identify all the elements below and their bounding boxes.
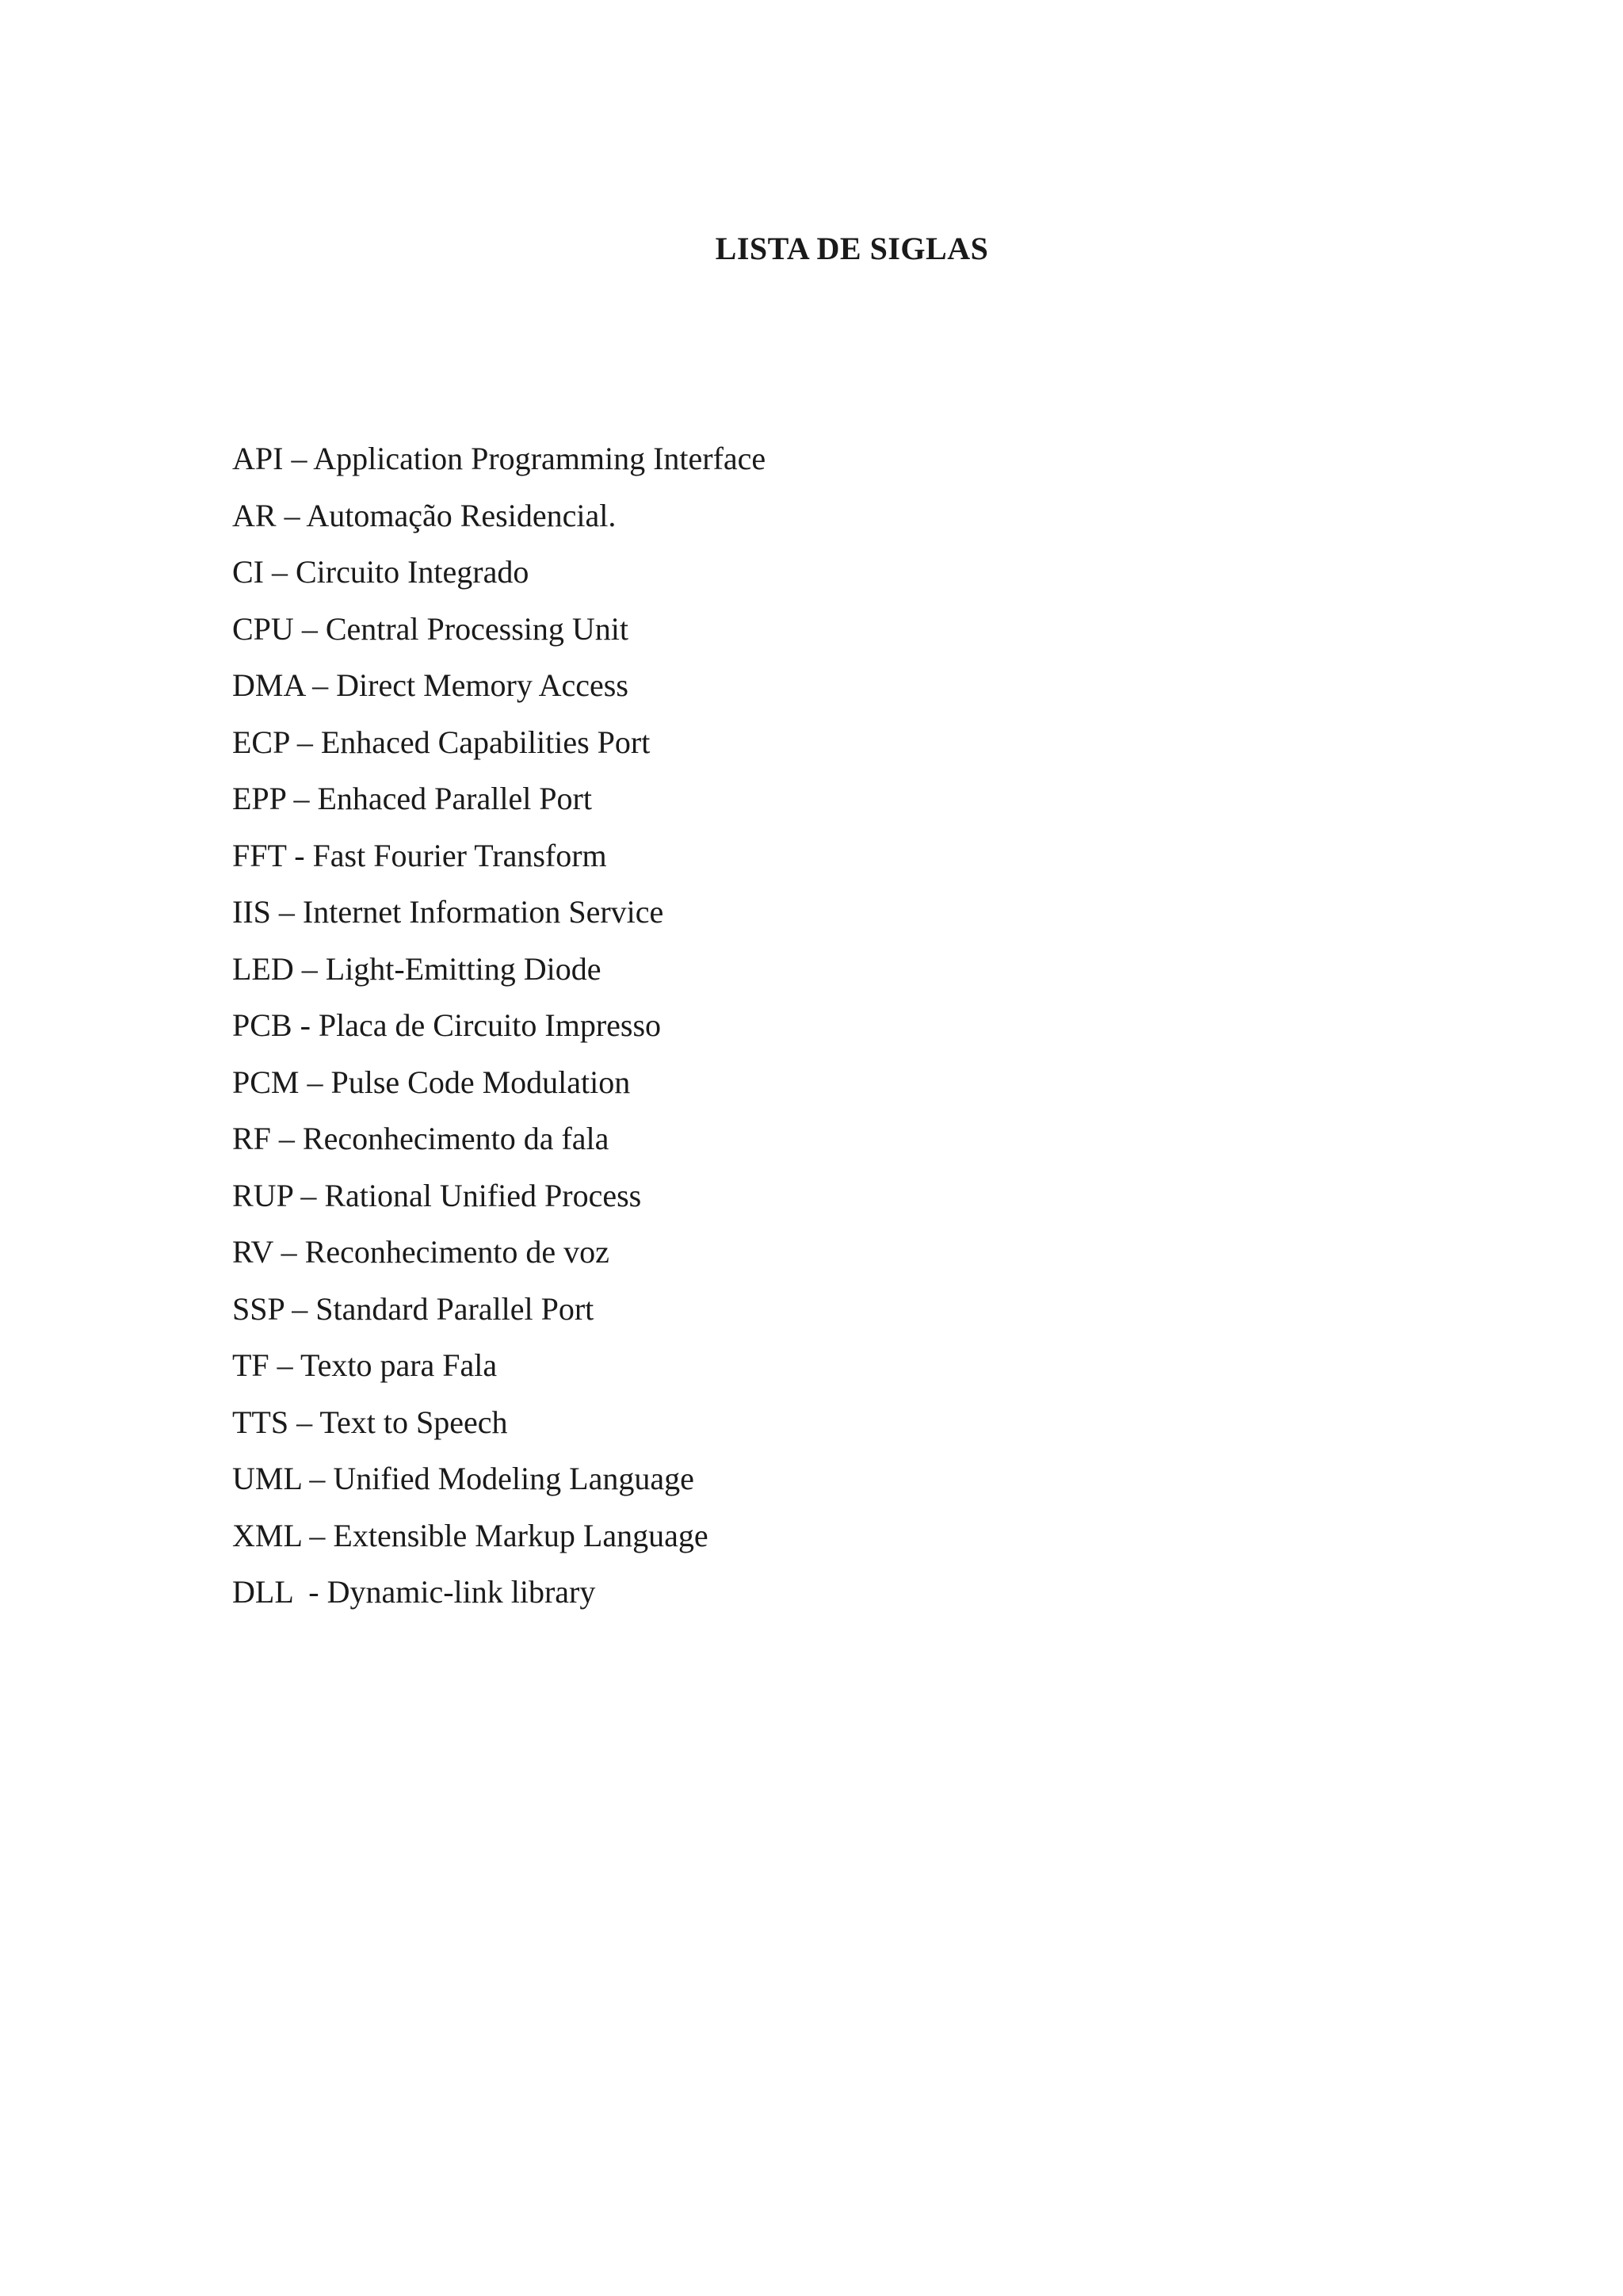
acronym-item: CI – Circuito Integrado bbox=[232, 554, 529, 590]
acronym-item: DLL - Dynamic-link library bbox=[232, 1574, 596, 1610]
acronym-item: UML – Unified Modeling Language bbox=[232, 1461, 694, 1496]
acronym-item: SSP – Standard Parallel Port bbox=[232, 1290, 594, 1327]
acronym-item: EPP – Enhaced Parallel Port bbox=[232, 781, 592, 816]
acronym-item: PCM – Pulse Code Modulation bbox=[232, 1064, 631, 1100]
acronym-item: API – Application Programming Interface bbox=[232, 441, 766, 476]
acronym-item: FFT - Fast Fourier Transform bbox=[232, 837, 607, 873]
acronym-item: TF – Texto para Fala bbox=[232, 1347, 498, 1383]
acronym-item: RF – Reconhecimento da fala bbox=[232, 1121, 609, 1156]
acronym-item: ECP – Enhaced Capabilities Port bbox=[232, 724, 651, 760]
acronym-item: IIS – Internet Information Service bbox=[232, 894, 664, 930]
acronym-item: TTS – Text to Speech bbox=[232, 1404, 508, 1440]
acronym-item: RV – Reconhecimento de voz bbox=[232, 1234, 609, 1270]
acronym-item: PCB - Placa de Circuito Impresso bbox=[232, 1007, 662, 1043]
acronym-list bbox=[232, 434, 766, 1625]
acronym-item: LED – Light-Emitting Diode bbox=[232, 950, 601, 987]
acronym-item: RUP – Rational Unified Process bbox=[232, 1177, 642, 1213]
acronym-item: AR – Automação Residencial. bbox=[232, 497, 617, 533]
acronym-item: CPU – Central Processing Unit bbox=[232, 610, 628, 647]
page-title: LISTA DE SIGLAS bbox=[715, 231, 989, 266]
acronym-item: XML – Extensible Markup Language bbox=[232, 1517, 708, 1553]
acronym-item: DMA – Direct Memory Access bbox=[232, 667, 628, 703]
